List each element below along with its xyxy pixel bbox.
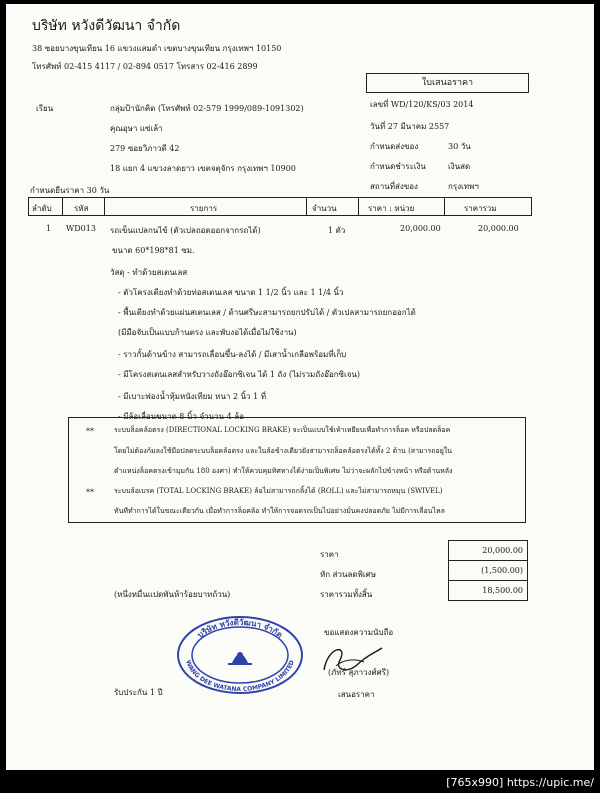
price-value: 20,000.00	[482, 546, 523, 555]
discount-label: หัก ส่วนลดพิเศษ	[320, 570, 376, 579]
price-box	[448, 540, 528, 561]
to-line-1: กลุ่มป้านักคิด (โทรศัพท์ 02-579 1999/089-1091302)	[110, 104, 304, 113]
row-total: 20,000.00	[478, 224, 519, 233]
note-2-line-1: ระบบล้อเบรค (TOTAL LOCKING BRAKE) ล้อไม่สามารถกลิ้งได้ (ROLL) และไม่สามารถหมุน (SWIVEL)	[114, 487, 443, 495]
note-bullet: **	[86, 427, 94, 436]
col-header-item: รายการ	[190, 204, 218, 213]
spec-item: - ตัวโครงเตียงทำด้วยท่อสเตนเลส ขนาด 1 1/2 นิ้ว และ 1 1/4 นิ้ว	[118, 288, 344, 297]
svg-text:บริษัท หวังดีวัฒนา จำกัด	[196, 617, 284, 640]
to-label: เรียน	[36, 104, 54, 113]
to-line-4: 18 แยก 4 แขวงลาดยาว เขตจตุจักร กรุงเทพฯ 10900	[110, 164, 296, 173]
delivery-value: 30 วัน	[448, 142, 471, 151]
payment-label: กำหนดชำระเงิน	[370, 162, 426, 171]
row-no: 1	[46, 224, 52, 233]
company-name: บริษัท หวังดีวัฒนา จำกัด	[32, 18, 181, 34]
spec-material: วัสดุ - ทำด้วยสเตนเลส	[110, 268, 188, 277]
to-line-2: คุณอุษา แซ่เล้า	[110, 124, 163, 133]
spec-item: (มีมือจับเป็นแบบก้านตรง และพับงอได้เมื่อไม่ใช้งาน)	[118, 328, 297, 337]
source-watermark: [765x990] https://upic.me/	[446, 776, 594, 789]
delivery-label: กำหนดส่งของ	[370, 142, 419, 151]
col-header-qty: จำนวน	[312, 204, 337, 213]
seal-top-text: บริษัท หวังดีวัฒนา จำกัด	[195, 617, 285, 640]
quotation-page	[6, 4, 594, 770]
doc-number: เลขที่ WD/120/KS/03 2014	[370, 100, 474, 109]
net-total-label: ราคารวมทั้งสิ้น	[320, 590, 373, 599]
spec-item: - ราวกั้นด้านข้าง สามารถเลื่อนขึ้น-ลงได้ / มีเสาน้ำเกลือพร้อมที่เก็บ	[118, 350, 347, 359]
spec-size: ขนาด 60*198*81 ซม.	[112, 246, 195, 255]
price-label: ราคา	[320, 550, 339, 559]
signer-role: เสนอราคา	[338, 690, 375, 699]
doc-date: วันที่ 27 มีนาคม 2557	[370, 122, 450, 131]
col-header-total: ราคารวม	[464, 204, 497, 213]
sign-off: ขอแสดงความนับถือ	[324, 628, 394, 637]
row-unit-price: 20,000.00	[400, 224, 441, 233]
net-total-value: 18,500.00	[482, 586, 523, 595]
spec-item: - พื้นเตียงทำด้วยแผ่นสเตนเลส / ด้านศรีษะสามารถยกปรับได้ / ตัวเปลสามารถยกออกได้	[118, 308, 416, 317]
company-address: 38 ซอยบางขุนเทียน 16 แขวงแสมดำ เขตบางขุนเทียน กรุงเทพฯ 10150	[32, 44, 282, 53]
note-1-line-1: ระบบล็อคล้อตรง (DIRECTIONAL LOCKING BRAKE) จะเป็นแบบใช้เท้าเหยียบเพื่อทำการล็อค หรือปลดล็อค	[114, 426, 451, 434]
signer-name: (ภัทร์ สุภาวงศ์ศรี)	[328, 668, 390, 677]
col-header-no: ลำดับ	[32, 204, 52, 213]
note-1-line-3: ตำแหน่งล็อคตรงเข้ามุมกัน 180 องศา) ทำให้ควบคุมทิศทางได้ง่ายเป็นพิเศษ ไม่ว่าจะผลักไปข้างหน้า หรือด้านหลัง	[114, 467, 453, 475]
delivery-place-label: สถานที่ส่งของ	[370, 182, 418, 191]
discount-box	[448, 560, 528, 581]
company-phone: โทรศัพท์ 02-415 4117 / 02-894 0517 โทรสาร 02-416 2899	[32, 62, 258, 71]
row-item: รถเข็นแปลกนไข้ (ตัวเปลถอดออกจากรถได้)	[110, 226, 261, 235]
warranty: รับประกัน 1 ปี	[114, 688, 163, 697]
spec-item: - มีล้อเลื่อนขนาด 8 นิ้ว จำนวน 4 ล้อ	[118, 412, 244, 421]
seal-bottom-text: WANG DEE WATANA COMPANY LIMITED	[184, 659, 296, 694]
row-code: WD013	[66, 224, 96, 233]
note-bullet: **	[86, 488, 94, 497]
delivery-place-value: กรุงเทพฯ	[448, 182, 479, 191]
col-header-code: รหัส	[74, 204, 89, 213]
payment-value: เงินสด	[448, 162, 471, 171]
note-2-line-2: ทันทีทำการได้ในขณะเดียวกัน เมื่อทำการล็อคล้อ ทำให้การจอดรถเป็นไปอย่างมั่นคงปลอดภัย ไม่มีการเลื่อนไหล	[114, 507, 445, 515]
spec-item: - มีเบาะฟองน้ำหุ้มหนังเทียม หนา 2 นิ้ว 1 ที่	[118, 392, 266, 401]
row-qty: 1 ตัว	[328, 226, 346, 235]
note-1-line-2: โดยไม่ต้องก้มลงใช้มือปลดระบบล็อคล้อตรง และในล้อข้างเดียวยังสามารถล็อคล้อตรงได้ทั้ง 2 ด้าน (สามารถอยู่ใน	[114, 447, 453, 455]
to-line-3: 279 ซอยวิภาวดี 42	[110, 144, 180, 153]
discount-value: (1,500.00)	[481, 566, 523, 575]
col-header-unit-price: ราคา : หน่วย	[368, 204, 415, 213]
company-seal	[176, 615, 304, 695]
doc-title-box	[366, 73, 529, 93]
spec-item: - มีโครงสเตนเลสสำหรับวางถังอ๊อกซิเจน ได้ 1 ถัง (ไม่รวมถังอ๊อกซิเจน)	[118, 370, 360, 379]
amount-in-words: (หนึ่งหมื่นแปดพันห้าร้อยบาทถ้วน)	[114, 590, 231, 599]
doc-title: ใบเสนอราคา	[421, 78, 474, 88]
price-validity: กำหนดยืนราคา 30 วัน	[30, 186, 110, 195]
net-total-box	[448, 580, 528, 601]
